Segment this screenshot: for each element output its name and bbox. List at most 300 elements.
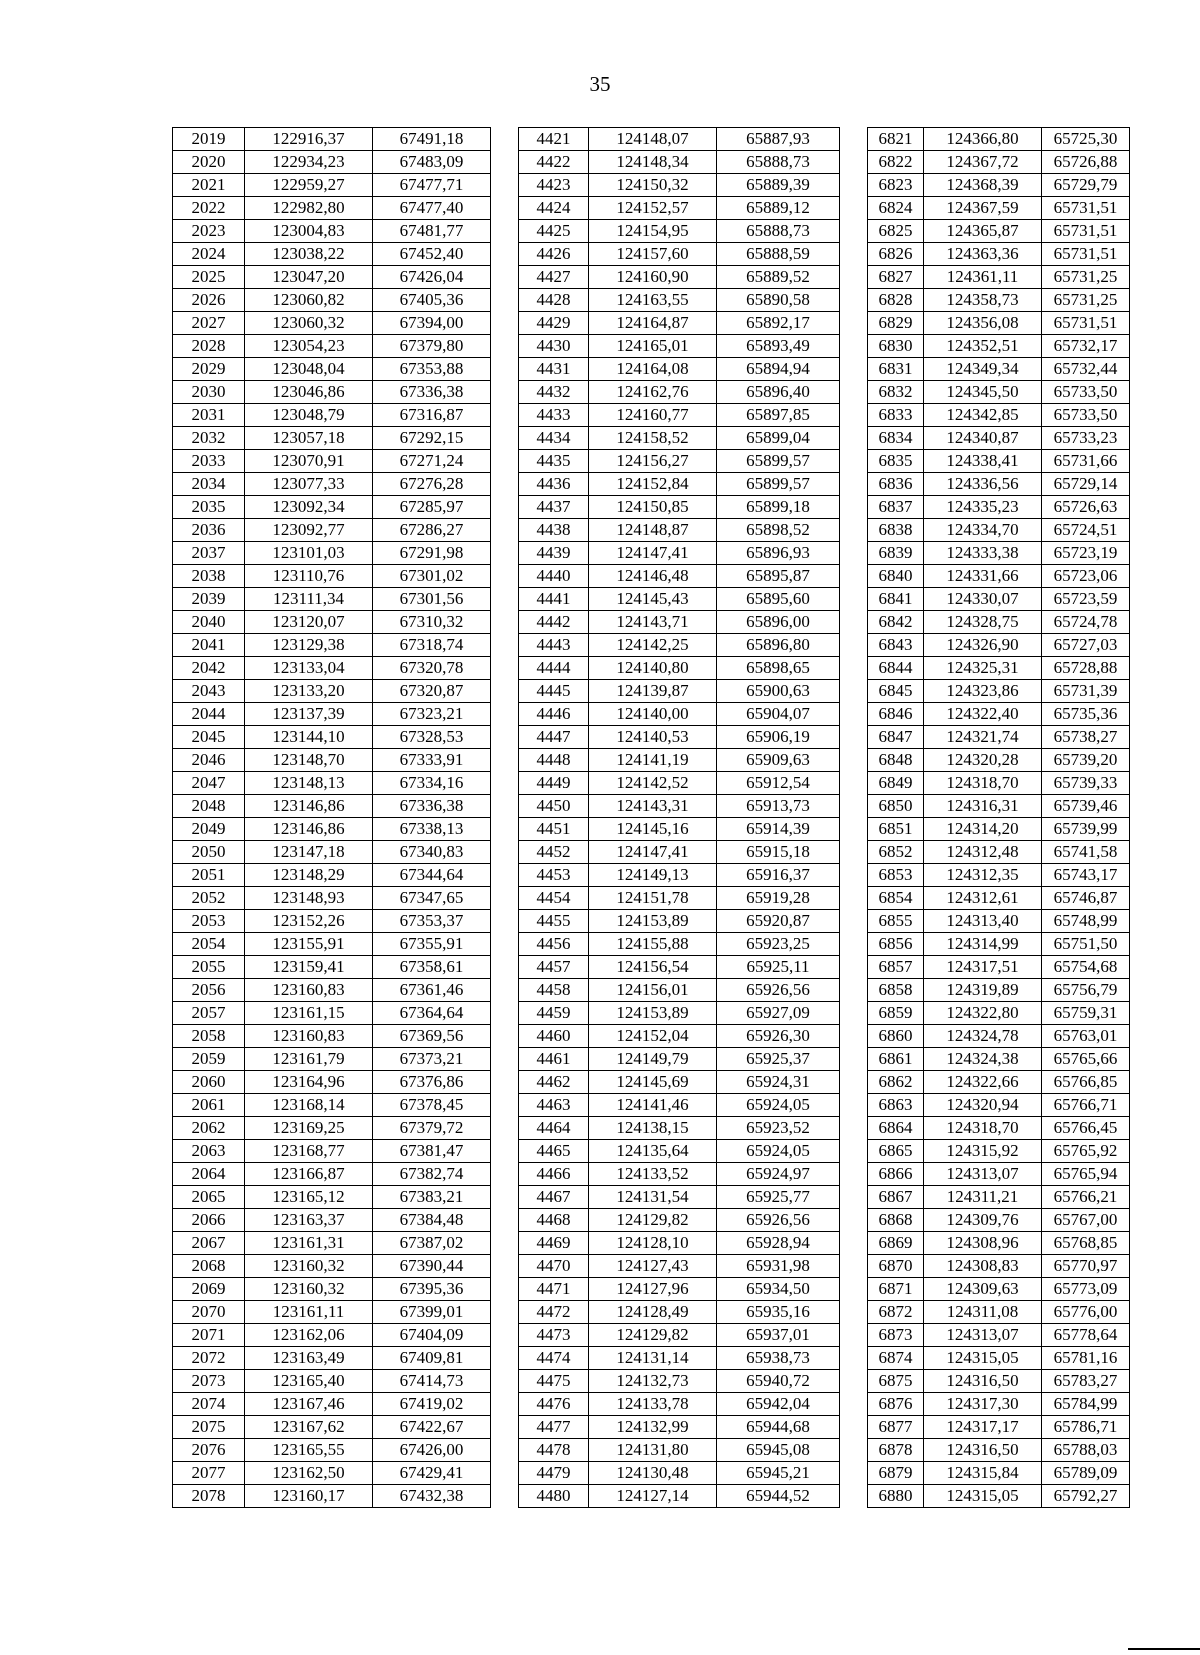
column-gap <box>840 703 868 726</box>
x-coordinate-cell: 123133,20 <box>245 680 373 703</box>
point-number-cell: 4423 <box>519 174 589 197</box>
y-coordinate-cell: 67336,38 <box>373 795 491 818</box>
y-coordinate-cell: 67384,48 <box>373 1209 491 1232</box>
table-row <box>173 818 1130 841</box>
y-coordinate-cell: 65889,39 <box>717 174 840 197</box>
y-coordinate-cell: 65914,39 <box>717 818 840 841</box>
table-row <box>173 634 1130 657</box>
point-number-cell: 4467 <box>519 1186 589 1209</box>
table-row <box>173 542 1130 565</box>
y-coordinate-cell: 65944,52 <box>717 1485 840 1508</box>
y-coordinate-cell: 67414,73 <box>373 1370 491 1393</box>
y-coordinate-cell: 65781,16 <box>1042 1347 1130 1370</box>
x-coordinate-cell: 124336,56 <box>924 473 1042 496</box>
x-coordinate-cell: 123167,46 <box>245 1393 373 1416</box>
y-coordinate-cell: 65731,66 <box>1042 450 1130 473</box>
column-gap <box>491 519 519 542</box>
point-number-cell: 2056 <box>173 979 245 1002</box>
point-number-cell: 4460 <box>519 1025 589 1048</box>
x-coordinate-cell: 124311,21 <box>924 1186 1042 1209</box>
column-gap <box>491 933 519 956</box>
table-row <box>173 519 1130 542</box>
x-coordinate-cell: 123048,04 <box>245 358 373 381</box>
point-number-cell: 6850 <box>868 795 924 818</box>
x-coordinate-cell: 123038,22 <box>245 243 373 266</box>
column-gap <box>491 450 519 473</box>
x-coordinate-cell: 124141,46 <box>589 1094 717 1117</box>
x-coordinate-cell: 124156,54 <box>589 956 717 979</box>
y-coordinate-cell: 65926,56 <box>717 979 840 1002</box>
column-gap <box>491 611 519 634</box>
point-number-cell: 2039 <box>173 588 245 611</box>
x-coordinate-cell: 123054,23 <box>245 335 373 358</box>
x-coordinate-cell: 124140,53 <box>589 726 717 749</box>
y-coordinate-cell: 65925,11 <box>717 956 840 979</box>
y-coordinate-cell: 65735,36 <box>1042 703 1130 726</box>
x-coordinate-cell: 124165,01 <box>589 335 717 358</box>
x-coordinate-cell: 123160,32 <box>245 1255 373 1278</box>
column-gap <box>491 1485 519 1508</box>
column-gap <box>491 1347 519 1370</box>
x-coordinate-cell: 123004,83 <box>245 220 373 243</box>
x-coordinate-cell: 124153,89 <box>589 910 717 933</box>
point-number-cell: 2028 <box>173 335 245 358</box>
point-number-cell: 6861 <box>868 1048 924 1071</box>
x-coordinate-cell: 124328,75 <box>924 611 1042 634</box>
point-number-cell: 2019 <box>173 128 245 151</box>
y-coordinate-cell: 67336,38 <box>373 381 491 404</box>
column-gap <box>491 243 519 266</box>
point-number-cell: 2049 <box>173 818 245 841</box>
y-coordinate-cell: 65765,94 <box>1042 1163 1130 1186</box>
point-number-cell: 6853 <box>868 864 924 887</box>
table-row <box>173 1186 1130 1209</box>
point-number-cell: 6863 <box>868 1094 924 1117</box>
point-number-cell: 4458 <box>519 979 589 1002</box>
y-coordinate-cell: 67394,00 <box>373 312 491 335</box>
x-coordinate-cell: 123161,11 <box>245 1301 373 1324</box>
x-coordinate-cell: 123060,32 <box>245 312 373 335</box>
table-row <box>173 703 1130 726</box>
x-coordinate-cell: 124330,07 <box>924 588 1042 611</box>
point-number-cell: 2071 <box>173 1324 245 1347</box>
y-coordinate-cell: 65899,04 <box>717 427 840 450</box>
point-number-cell: 2041 <box>173 634 245 657</box>
column-gap <box>840 128 868 151</box>
point-number-cell: 2076 <box>173 1439 245 1462</box>
y-coordinate-cell: 65909,63 <box>717 749 840 772</box>
point-number-cell: 6858 <box>868 979 924 1002</box>
x-coordinate-cell: 124157,60 <box>589 243 717 266</box>
table-row <box>173 1071 1130 1094</box>
point-number-cell: 6846 <box>868 703 924 726</box>
column-gap <box>840 611 868 634</box>
table-row <box>173 795 1130 818</box>
y-coordinate-cell: 65896,40 <box>717 381 840 404</box>
point-number-cell: 6837 <box>868 496 924 519</box>
table-row <box>173 749 1130 772</box>
x-coordinate-cell: 124142,52 <box>589 772 717 795</box>
point-number-cell: 6864 <box>868 1117 924 1140</box>
x-coordinate-cell: 124318,70 <box>924 1117 1042 1140</box>
x-coordinate-cell: 123046,86 <box>245 381 373 404</box>
table-row <box>173 657 1130 680</box>
x-coordinate-cell: 124317,51 <box>924 956 1042 979</box>
point-number-cell: 2069 <box>173 1278 245 1301</box>
column-gap <box>491 841 519 864</box>
point-number-cell: 2064 <box>173 1163 245 1186</box>
scan-edge-mark <box>1128 1648 1200 1650</box>
point-number-cell: 2067 <box>173 1232 245 1255</box>
y-coordinate-cell: 67316,87 <box>373 404 491 427</box>
point-number-cell: 4457 <box>519 956 589 979</box>
y-coordinate-cell: 65888,59 <box>717 243 840 266</box>
x-coordinate-cell: 123133,04 <box>245 657 373 680</box>
y-coordinate-cell: 65919,28 <box>717 887 840 910</box>
x-coordinate-cell: 124320,28 <box>924 749 1042 772</box>
column-gap <box>491 312 519 335</box>
y-coordinate-cell: 65904,07 <box>717 703 840 726</box>
point-number-cell: 6844 <box>868 657 924 680</box>
point-number-cell: 2033 <box>173 450 245 473</box>
x-coordinate-cell: 124321,74 <box>924 726 1042 749</box>
y-coordinate-cell: 65896,00 <box>717 611 840 634</box>
point-number-cell: 2075 <box>173 1416 245 1439</box>
column-gap <box>840 680 868 703</box>
x-coordinate-cell: 124164,08 <box>589 358 717 381</box>
column-gap <box>491 1462 519 1485</box>
column-gap <box>491 1002 519 1025</box>
y-coordinate-cell: 65739,99 <box>1042 818 1130 841</box>
y-coordinate-cell: 65751,50 <box>1042 933 1130 956</box>
y-coordinate-cell: 67344,64 <box>373 864 491 887</box>
table-row <box>173 680 1130 703</box>
y-coordinate-cell: 65748,99 <box>1042 910 1130 933</box>
y-coordinate-cell: 67405,36 <box>373 289 491 312</box>
table-row <box>173 174 1130 197</box>
column-gap <box>491 1301 519 1324</box>
y-coordinate-cell: 67429,41 <box>373 1462 491 1485</box>
x-coordinate-cell: 123161,79 <box>245 1048 373 1071</box>
x-coordinate-cell: 123070,91 <box>245 450 373 473</box>
x-coordinate-cell: 124334,70 <box>924 519 1042 542</box>
x-coordinate-cell: 124130,48 <box>589 1462 717 1485</box>
y-coordinate-cell: 65924,05 <box>717 1140 840 1163</box>
x-coordinate-cell: 123164,96 <box>245 1071 373 1094</box>
column-gap <box>491 358 519 381</box>
y-coordinate-cell: 65892,17 <box>717 312 840 335</box>
column-gap <box>491 1278 519 1301</box>
point-number-cell: 4426 <box>519 243 589 266</box>
x-coordinate-cell: 124142,25 <box>589 634 717 657</box>
point-number-cell: 6857 <box>868 956 924 979</box>
y-coordinate-cell: 67483,09 <box>373 151 491 174</box>
x-coordinate-cell: 123092,34 <box>245 496 373 519</box>
point-number-cell: 6835 <box>868 450 924 473</box>
point-number-cell: 4439 <box>519 542 589 565</box>
y-coordinate-cell: 67320,78 <box>373 657 491 680</box>
y-coordinate-cell: 65926,30 <box>717 1025 840 1048</box>
x-coordinate-cell: 123047,20 <box>245 266 373 289</box>
point-number-cell: 2029 <box>173 358 245 381</box>
y-coordinate-cell: 67301,02 <box>373 565 491 588</box>
point-number-cell: 4441 <box>519 588 589 611</box>
table-row <box>173 1094 1130 1117</box>
y-coordinate-cell: 67382,74 <box>373 1163 491 1186</box>
x-coordinate-cell: 124309,76 <box>924 1209 1042 1232</box>
table-row <box>173 1324 1130 1347</box>
column-gap <box>840 1209 868 1232</box>
column-gap <box>840 818 868 841</box>
column-gap <box>840 427 868 450</box>
point-number-cell: 4459 <box>519 1002 589 1025</box>
point-number-cell: 6873 <box>868 1324 924 1347</box>
point-number-cell: 4465 <box>519 1140 589 1163</box>
table-row <box>173 979 1130 1002</box>
x-coordinate-cell: 124129,82 <box>589 1209 717 1232</box>
column-gap <box>491 956 519 979</box>
column-gap <box>840 910 868 933</box>
y-coordinate-cell: 65765,92 <box>1042 1140 1130 1163</box>
column-gap <box>491 197 519 220</box>
x-coordinate-cell: 124154,95 <box>589 220 717 243</box>
x-coordinate-cell: 124335,23 <box>924 496 1042 519</box>
x-coordinate-cell: 124345,50 <box>924 381 1042 404</box>
column-gap <box>491 289 519 312</box>
column-gap <box>840 1071 868 1094</box>
x-coordinate-cell: 124152,57 <box>589 197 717 220</box>
y-coordinate-cell: 65723,19 <box>1042 542 1130 565</box>
table-row <box>173 1301 1130 1324</box>
column-gap <box>491 680 519 703</box>
x-coordinate-cell: 123168,77 <box>245 1140 373 1163</box>
x-coordinate-cell: 124151,78 <box>589 887 717 910</box>
point-number-cell: 2046 <box>173 749 245 772</box>
column-gap <box>840 289 868 312</box>
x-coordinate-cell: 124133,52 <box>589 1163 717 1186</box>
column-gap <box>491 427 519 450</box>
point-number-cell: 6830 <box>868 335 924 358</box>
column-gap <box>840 933 868 956</box>
x-coordinate-cell: 123169,25 <box>245 1117 373 1140</box>
point-number-cell: 6866 <box>868 1163 924 1186</box>
y-coordinate-cell: 65773,09 <box>1042 1278 1130 1301</box>
y-coordinate-cell: 65765,66 <box>1042 1048 1130 1071</box>
point-number-cell: 2062 <box>173 1117 245 1140</box>
table-row <box>173 841 1130 864</box>
y-coordinate-cell: 65741,58 <box>1042 841 1130 864</box>
point-number-cell: 4440 <box>519 565 589 588</box>
y-coordinate-cell: 65895,60 <box>717 588 840 611</box>
y-coordinate-cell: 65746,87 <box>1042 887 1130 910</box>
point-number-cell: 6841 <box>868 588 924 611</box>
x-coordinate-cell: 124324,38 <box>924 1048 1042 1071</box>
point-number-cell: 4472 <box>519 1301 589 1324</box>
column-gap <box>491 1094 519 1117</box>
point-number-cell: 6865 <box>868 1140 924 1163</box>
point-number-cell: 4438 <box>519 519 589 542</box>
point-number-cell: 6854 <box>868 887 924 910</box>
x-coordinate-cell: 124314,20 <box>924 818 1042 841</box>
x-coordinate-cell: 124324,78 <box>924 1025 1042 1048</box>
point-number-cell: 6840 <box>868 565 924 588</box>
point-number-cell: 4474 <box>519 1347 589 1370</box>
y-coordinate-cell: 65731,51 <box>1042 220 1130 243</box>
table-row <box>173 726 1130 749</box>
y-coordinate-cell: 65896,93 <box>717 542 840 565</box>
point-number-cell: 2036 <box>173 519 245 542</box>
y-coordinate-cell: 65934,50 <box>717 1278 840 1301</box>
y-coordinate-cell: 67334,16 <box>373 772 491 795</box>
x-coordinate-cell: 124312,61 <box>924 887 1042 910</box>
x-coordinate-cell: 123148,13 <box>245 772 373 795</box>
column-gap <box>840 450 868 473</box>
y-coordinate-cell: 67373,21 <box>373 1048 491 1071</box>
column-gap <box>840 473 868 496</box>
table-row <box>173 1278 1130 1301</box>
x-coordinate-cell: 124141,19 <box>589 749 717 772</box>
column-gap <box>491 565 519 588</box>
column-gap <box>491 1117 519 1140</box>
table-row <box>173 496 1130 519</box>
column-gap <box>840 1324 868 1347</box>
y-coordinate-cell: 65733,23 <box>1042 427 1130 450</box>
y-coordinate-cell: 65724,78 <box>1042 611 1130 634</box>
y-coordinate-cell: 65938,73 <box>717 1347 840 1370</box>
x-coordinate-cell: 124138,15 <box>589 1117 717 1140</box>
point-number-cell: 6826 <box>868 243 924 266</box>
column-gap <box>491 703 519 726</box>
column-gap <box>491 657 519 680</box>
point-number-cell: 6821 <box>868 128 924 151</box>
point-number-cell: 2031 <box>173 404 245 427</box>
y-coordinate-cell: 65729,79 <box>1042 174 1130 197</box>
y-coordinate-cell: 67347,65 <box>373 887 491 910</box>
x-coordinate-cell: 124319,89 <box>924 979 1042 1002</box>
point-number-cell: 6824 <box>868 197 924 220</box>
y-coordinate-cell: 65913,73 <box>717 795 840 818</box>
column-gap <box>491 220 519 243</box>
y-coordinate-cell: 67481,77 <box>373 220 491 243</box>
table-row <box>173 588 1130 611</box>
table-row <box>173 1140 1130 1163</box>
point-number-cell: 6877 <box>868 1416 924 1439</box>
y-coordinate-cell: 67381,47 <box>373 1140 491 1163</box>
point-number-cell: 4473 <box>519 1324 589 1347</box>
point-number-cell: 6828 <box>868 289 924 312</box>
y-coordinate-cell: 65897,85 <box>717 404 840 427</box>
point-number-cell: 4480 <box>519 1485 589 1508</box>
point-number-cell: 2021 <box>173 174 245 197</box>
point-number-cell: 4479 <box>519 1462 589 1485</box>
y-coordinate-cell: 65770,97 <box>1042 1255 1130 1278</box>
x-coordinate-cell: 123167,62 <box>245 1416 373 1439</box>
point-number-cell: 2026 <box>173 289 245 312</box>
y-coordinate-cell: 65733,50 <box>1042 381 1130 404</box>
table-row <box>173 450 1130 473</box>
column-gap <box>840 565 868 588</box>
point-number-cell: 2063 <box>173 1140 245 1163</box>
y-coordinate-cell: 65925,37 <box>717 1048 840 1071</box>
point-number-cell: 6822 <box>868 151 924 174</box>
point-number-cell: 4436 <box>519 473 589 496</box>
y-coordinate-cell: 65937,01 <box>717 1324 840 1347</box>
column-gap <box>491 818 519 841</box>
table-row <box>173 933 1130 956</box>
column-gap <box>840 588 868 611</box>
point-number-cell: 4425 <box>519 220 589 243</box>
y-coordinate-cell: 65924,31 <box>717 1071 840 1094</box>
y-coordinate-cell: 65896,80 <box>717 634 840 657</box>
column-gap <box>840 174 868 197</box>
point-number-cell: 6827 <box>868 266 924 289</box>
y-coordinate-cell: 67364,64 <box>373 1002 491 1025</box>
table-row <box>173 381 1130 404</box>
x-coordinate-cell: 123152,26 <box>245 910 373 933</box>
column-gap <box>840 772 868 795</box>
table-row <box>173 1048 1130 1071</box>
point-number-cell: 4477 <box>519 1416 589 1439</box>
x-coordinate-cell: 124140,80 <box>589 657 717 680</box>
y-coordinate-cell: 67369,56 <box>373 1025 491 1048</box>
column-gap <box>840 381 868 404</box>
column-gap <box>840 1462 868 1485</box>
y-coordinate-cell: 65924,05 <box>717 1094 840 1117</box>
column-gap <box>491 1370 519 1393</box>
point-number-cell: 2058 <box>173 1025 245 1048</box>
x-coordinate-cell: 124322,80 <box>924 1002 1042 1025</box>
x-coordinate-cell: 124160,90 <box>589 266 717 289</box>
point-number-cell: 4478 <box>519 1439 589 1462</box>
column-gap <box>491 1324 519 1347</box>
point-number-cell: 4427 <box>519 266 589 289</box>
x-coordinate-cell: 124316,50 <box>924 1439 1042 1462</box>
point-number-cell: 2073 <box>173 1370 245 1393</box>
point-number-cell: 6856 <box>868 933 924 956</box>
column-gap <box>840 1301 868 1324</box>
coordinates-table-body <box>173 128 1130 1508</box>
table-row <box>173 128 1130 151</box>
column-gap <box>840 1255 868 1278</box>
y-coordinate-cell: 65778,64 <box>1042 1324 1130 1347</box>
point-number-cell: 4462 <box>519 1071 589 1094</box>
column-gap <box>840 1094 868 1117</box>
x-coordinate-cell: 124128,49 <box>589 1301 717 1324</box>
y-coordinate-cell: 67338,13 <box>373 818 491 841</box>
x-coordinate-cell: 124145,16 <box>589 818 717 841</box>
y-coordinate-cell: 65888,73 <box>717 151 840 174</box>
x-coordinate-cell: 123160,17 <box>245 1485 373 1508</box>
column-gap <box>840 1232 868 1255</box>
y-coordinate-cell: 65899,57 <box>717 450 840 473</box>
x-coordinate-cell: 124352,51 <box>924 335 1042 358</box>
x-coordinate-cell: 124322,40 <box>924 703 1042 726</box>
x-coordinate-cell: 124326,90 <box>924 634 1042 657</box>
point-number-cell: 2042 <box>173 657 245 680</box>
table-row <box>173 772 1130 795</box>
point-number-cell: 2034 <box>173 473 245 496</box>
y-coordinate-cell: 65792,27 <box>1042 1485 1130 1508</box>
x-coordinate-cell: 124312,48 <box>924 841 1042 864</box>
table-row <box>173 289 1130 312</box>
x-coordinate-cell: 124311,08 <box>924 1301 1042 1324</box>
point-number-cell: 6879 <box>868 1462 924 1485</box>
point-number-cell: 2072 <box>173 1347 245 1370</box>
x-coordinate-cell: 124313,07 <box>924 1163 1042 1186</box>
x-coordinate-cell: 124317,30 <box>924 1393 1042 1416</box>
column-gap <box>840 496 868 519</box>
x-coordinate-cell: 124127,43 <box>589 1255 717 1278</box>
